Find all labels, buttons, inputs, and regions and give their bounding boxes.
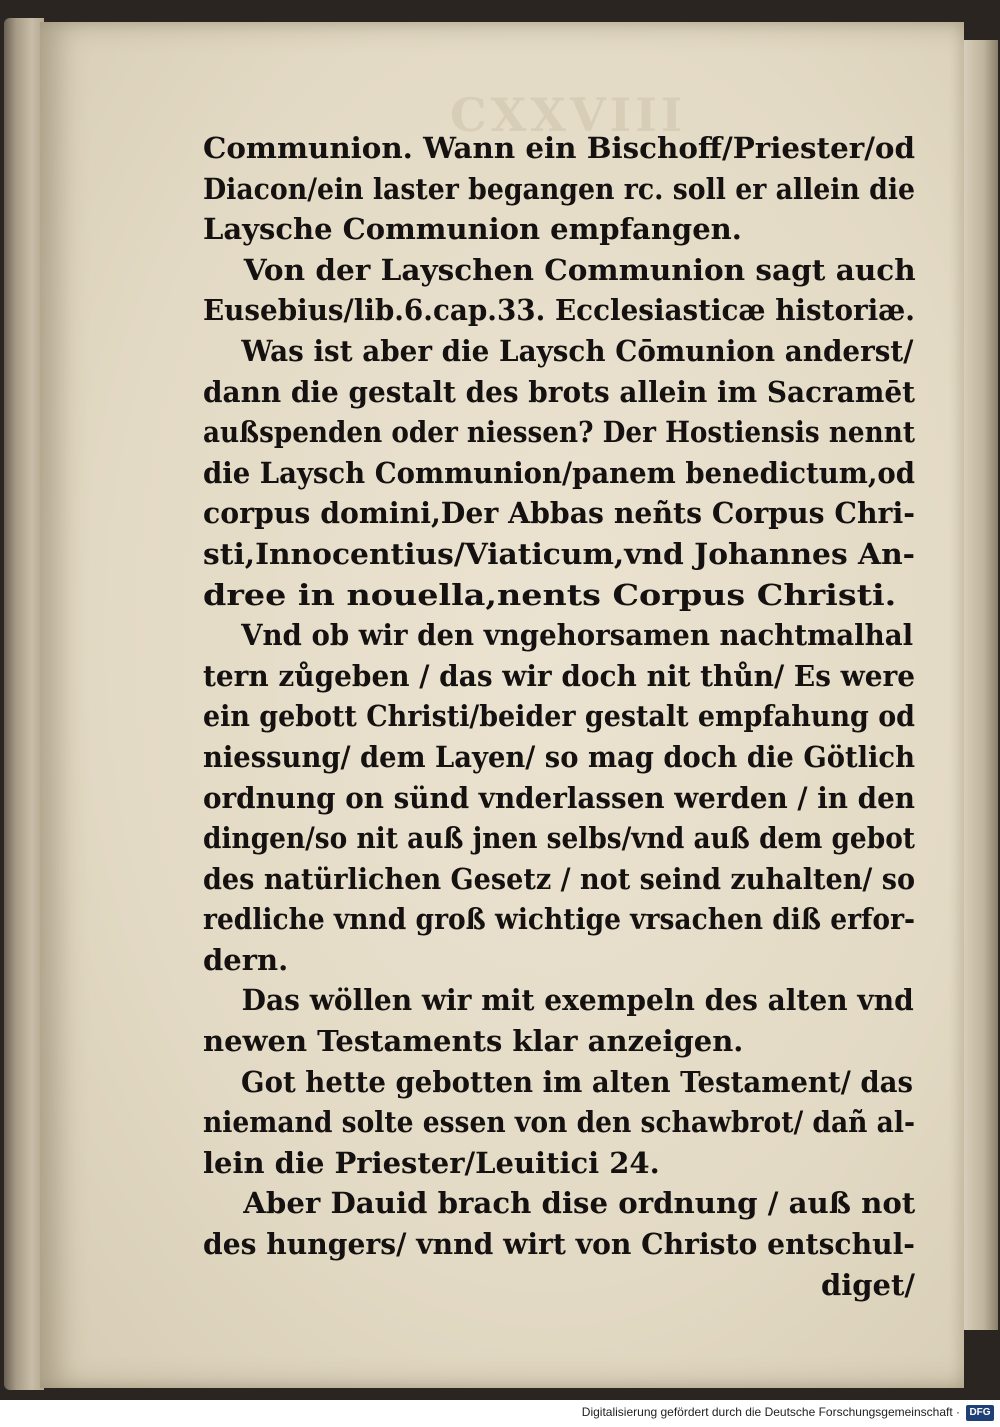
text-line: Das wöllen wir mit exempeln des alten vnd bbox=[241, 983, 914, 1018]
dfg-logo: DFG bbox=[966, 1405, 994, 1421]
text-line: Aber Dauid brach dise ordnung / auß not bbox=[243, 1186, 916, 1221]
text-line: niemand solte essen von den schawbrot/ dañ al- bbox=[203, 1105, 915, 1140]
catchword: diget/ bbox=[820, 1267, 915, 1302]
text-line: dingen/so nit auß jnen selbs/vnd auß dem gebot bbox=[203, 821, 916, 856]
text-line: des hungers/ vnnd wirt von Christo entschul- bbox=[203, 1227, 915, 1262]
text-line: Eusebius/lib.6.cap.33. Ecclesiasticæ historiæ. bbox=[203, 293, 915, 328]
text-line: dree in nouella,nents Corpus Christi. bbox=[203, 577, 897, 612]
text-line: dann die gestalt des brots allein im Sacramēt bbox=[203, 374, 916, 409]
text-line: Got hette gebotten im alten Testament/ das bbox=[241, 1064, 914, 1099]
text-line: außspenden oder niessen? Der Hostiensis nennt bbox=[203, 415, 915, 450]
text-line: Was ist aber die Laysch Cōmunion anderst/ bbox=[241, 333, 914, 368]
text-line: redliche vnnd groß wichtige vrsachen diß erfor- bbox=[203, 902, 916, 937]
text-line: Von der Layschen Communion sagt auch bbox=[243, 252, 916, 287]
text-line: ordnung on sünd vnderlassen werden / in den bbox=[203, 780, 915, 815]
text-line: des natürlichen Gesetz / not seind zuhalten/ so bbox=[203, 861, 916, 896]
text-line: Laysche Communion empfangen. bbox=[203, 212, 742, 247]
text-line: lein die Priester/Leuitici 24. bbox=[203, 1145, 660, 1180]
page-text bbox=[203, 128, 915, 1305]
footer-credit: Digitalisierung gefördert durch die Deutsche Forschungsgemeinschaft · bbox=[581, 1405, 960, 1419]
text-line: niessung/ dem Layen/ so mag doch die Götlich bbox=[203, 739, 915, 774]
text-line: dern. bbox=[203, 942, 289, 977]
text-line: corpus domini,Der Abbas neñts Corpus Chri- bbox=[203, 496, 915, 531]
text-line: Communion. Wann ein Bischoff/Priester/od bbox=[203, 131, 916, 165]
text-line: sti,Innocentius/Viaticum,vnd Johannes An- bbox=[203, 536, 915, 571]
text-line: die Laysch Communion/panem benedictum,od bbox=[203, 455, 916, 490]
bleed-through-folio: CXXVIII bbox=[450, 88, 687, 142]
book-edge-left bbox=[4, 18, 44, 1390]
book-edge-right bbox=[962, 40, 998, 1330]
text-line: newen Testaments klar anzeigen. bbox=[203, 1024, 744, 1059]
text-line: tern zůgeben / das wir doch nit thůn/ Es were bbox=[203, 658, 915, 693]
text-line: Vnd ob wir den vngehorsamen nachtmalhal bbox=[241, 618, 914, 653]
text-line: Diacon/ein laster begangen rc. soll er allein die bbox=[203, 171, 916, 206]
text-line: ein gebott Christi/beider gestalt empfahung od bbox=[203, 699, 915, 734]
